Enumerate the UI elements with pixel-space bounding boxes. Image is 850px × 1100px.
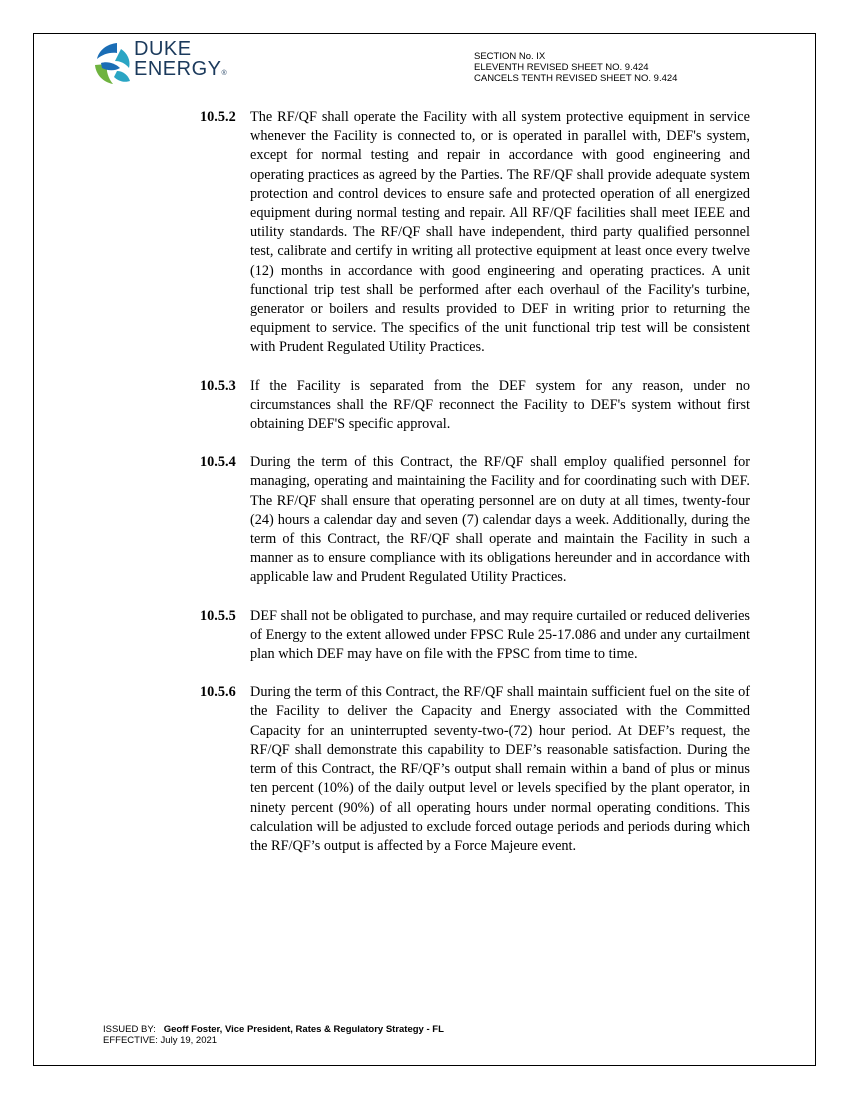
duke-energy-mark-icon (93, 41, 135, 85)
sheet-cancels: CANCELS TENTH REVISED SHEET NO. 9.424 (474, 73, 678, 84)
logo-trademark: ® (221, 70, 228, 77)
section-label: 10.5.4 (200, 454, 236, 471)
section-10-5-4 (200, 453, 750, 587)
issued-by-label: ISSUED BY: (103, 1024, 156, 1035)
section-label: 10.5.5 (200, 607, 236, 624)
section-text: During the term of this Contract, the RF/QF shall maintain sufficient fuel on the site of the Facility to deliver the Capacity and Energy associated with the Committed Capacity for an uninterrupted seventy-two-(72) hour period. At DEF’s request, the RF/QF shall demonstrate this capability to DEF’s reasonable satisfaction. During the term of this Contract, the RF/QF’s output shall remain within a band of plus or minus ten percent (10%) of the daily output level or levels specified by the plant operator, in ninety percent (90%) of all operating hours under normal operating conditions. This calculation will be adjusted to exclude forced outage periods and periods during which the RF/QF’s output is affected by a Force Majeure event. (250, 684, 750, 854)
section-text: The RF/QF shall operate the Facility with all system protective equipment in service whenever the Facility is connected to, or is operated in parallel with, DEF's system, except for normal testing and repair in accordance with good engineering and operating practices as agreed by the Parties. The RF/QF shall provide adequate system protection and control devices to ensure safe and protected operation of all energized equipment during normal testing and repair. All RF/QF facilities shall meet IEEE and utility standards. The RF/QF shall have independent, third party qualified personnel test, calibrate and certify in writing all protective equipment at least once every twelve (12) months in accordance with good engineering and operating practices. A unit functional trip test shall be performed after each overhaul of the Facility's turbine, generator or boilers and results provided to DEF in writing prior to returning the equipment to service. The specifics of the unit functional trip test will be consistent with Prudent Regulated Utility Practices. (250, 109, 750, 356)
sheet-revision: ELEVENTH REVISED SHEET NO. 9.424 (474, 62, 649, 73)
section-text: DEF shall not be obligated to purchase, and may require curtailed or reduced deliveries of Energy to the extent allowed under FPSC Rule 25-17.086 and under any curtailment plan which DEF may have on file with the FPSC from time to time. (250, 607, 750, 663)
issued-by-value: Geoff Foster, Vice President, Rates & Regulatory Strategy - FL (163, 1024, 444, 1035)
section-number: SECTION No. IX (474, 51, 546, 62)
section-10-5-6 (200, 683, 750, 856)
section-label: 10.5.6 (200, 684, 236, 701)
tariff-body (200, 108, 750, 875)
logo-text-energy: ENERGY (134, 58, 222, 80)
logo-text-duke: DUKE (134, 38, 192, 60)
section-label: 10.5.2 (200, 109, 236, 125)
sheet-header (474, 51, 677, 84)
section-text: If the Facility is separated from the DEF system for any reason, under no circumstances shall the RF/QF reconnect the Facility to DEF's system without first obtaining DEF'S specific approval. (250, 377, 750, 433)
section-label: 10.5.3 (200, 377, 236, 394)
duke-energy-logo (93, 39, 243, 89)
section-10-5-5 (200, 607, 750, 665)
issuance-footer (103, 1024, 444, 1046)
section-10-5-3 (200, 377, 750, 435)
effective-label: EFFECTIVE: (103, 1035, 158, 1046)
effective-date: July 19, 2021 (160, 1035, 218, 1046)
section-text: During the term of this Contract, the RF/QF shall employ qualified personnel for managing, operating and maintaining the Facility and for coordinating such with DEF. The RF/QF shall ensure that operating personnel are on duty at all times, twenty-four (24) hours a calendar day and seven (7) calendar days a week. Additionally, during the term of this Contract, the RF/QF shall operate and maintain the Facility in such a manner as to ensure compliance with its obligations hereunder and in accordance with applicable law and Prudent Regulated Utility Practices. (250, 454, 750, 586)
section-10-5-2 (200, 108, 750, 358)
